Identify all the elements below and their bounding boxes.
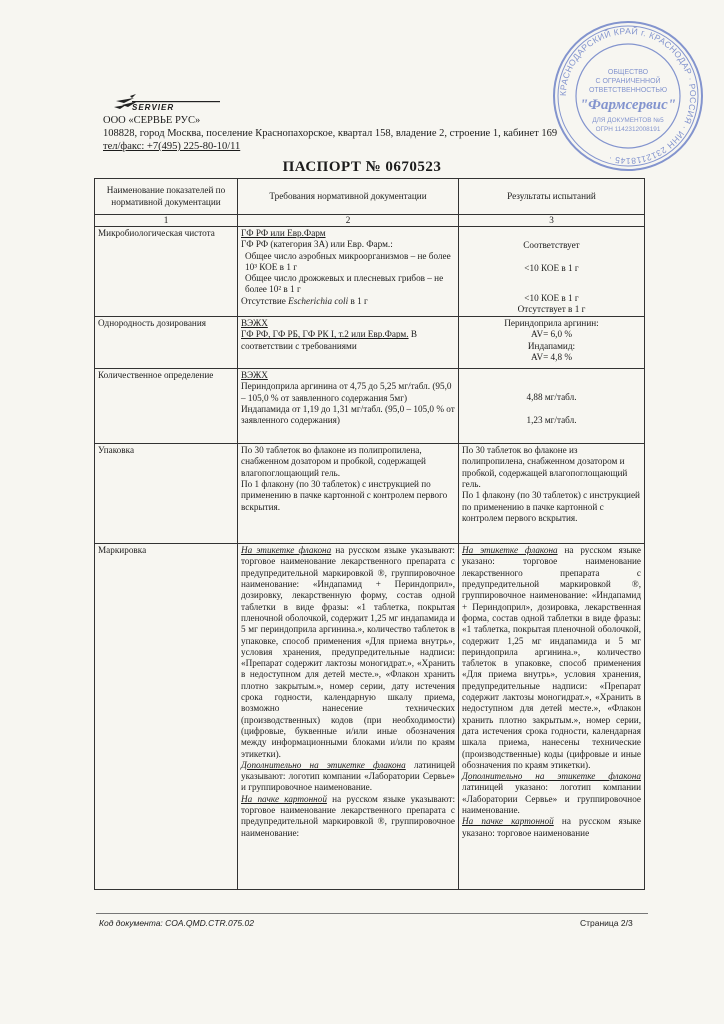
logo-wordmark: SERVIER xyxy=(132,103,175,112)
row-results xyxy=(459,544,645,890)
req-text: ГФ РФ, ГФ РБ, ГФ РК I, т.2 или Евр.Фарм. xyxy=(241,329,409,340)
res-line: По 1 флакону (по 30 таблеток) с инструкцией по применению в пачке картонной с контролем первого вскрытия. xyxy=(462,490,640,523)
row-requirements xyxy=(238,544,459,890)
req-text: на русском языке указывают: торговое наименование лекарственного препарата с предупредительной маркировкой ®, группировочное наименование: xyxy=(241,793,455,838)
req-line: Индапамида от 1,19 до 1,31 мг/табл. (95,0 – 105,0 % от заявленного содержания) xyxy=(241,404,455,426)
stamp-inner-line-2: С ОГРАНИЧЕННОЙ xyxy=(595,78,661,85)
row-results xyxy=(459,317,645,369)
row-name: Микробиологическая чистота xyxy=(95,227,238,317)
req-lead: На этикетке флакона xyxy=(241,545,332,556)
req-line: ВЭЖХ xyxy=(241,318,268,329)
row-name: Упаковка xyxy=(95,444,238,544)
company-address: 108828, город Москва, поселение Краснопахорское, квартал 158, владение 2, строение 1, кабинет 169 xyxy=(103,128,558,139)
res-line: <10 КОЕ в 1 г xyxy=(524,263,579,274)
row-requirements xyxy=(238,369,459,444)
column-number: 3 xyxy=(459,215,645,227)
req-text: Escherichia coli xyxy=(288,295,349,306)
stamp-sub-line-1: ДЛЯ ДОКУМЕНТОВ №5 xyxy=(592,117,664,124)
table-row xyxy=(95,444,645,544)
req-lead: Дополнительно на этикетке флакона xyxy=(241,759,406,770)
passport-table xyxy=(94,178,645,890)
res-lead: Дополнительно на этикетке флакона xyxy=(462,771,641,782)
res-line: <10 КОЕ в 1 г xyxy=(524,292,579,303)
res-line: Периндоприла аргинин: xyxy=(504,318,599,329)
req-line: Общее число дрожжевых и плесневых грибов – не более 10² в 1 г xyxy=(245,273,444,295)
header-indicator: Наименование показателей по нормативной документации xyxy=(95,179,238,215)
req-paragraph xyxy=(241,760,455,794)
req-text: на русском языке указывают: торговое наименование лекарственного препарата с предупредительной маркировкой ®, группировочное наименование: «Индапамид + Периндоприл», дозировку, лекарственную форму, состав одной таблетки в виде фразы: «1 таблетка, покрытая пленочной оболочкой, содержит 1,25 мг индапамида и 5 мг периндоприла аргинина.», количество таблеток в упаковке, способ применения «Для приема внутрь», условия хранения, предупредительные надписи: «Препарат содержит лактозы моногидрат.», «Хранить в недоступном для детей месте.», «Флакон хранить плотно закрытым.», номер серии, дату истечения срока годности, календарную шкалу приема, возможно нанесение технических (производственных) кодов (при необходимости) (цифровые, буквенные и/или иные обозначения между информационными блоками и/или по краям этикетки). xyxy=(241,545,455,759)
res-lead: На этикетке флакона xyxy=(462,545,558,556)
res-line: Соответствует xyxy=(523,240,580,250)
company-name: ООО «СЕРВЬЕ РУС» xyxy=(103,115,201,126)
row-results xyxy=(459,444,645,544)
stamp-ring-text: КРАСНОДАРСКИЙ КРАЙ г. КРАСНОДАР · РОССИЯ · ИНН 2312118145 · xyxy=(557,25,699,167)
req-lead: На пачке картонной xyxy=(241,793,327,804)
table-row xyxy=(95,544,645,890)
row-results xyxy=(459,369,645,444)
row-requirements xyxy=(238,227,459,317)
table-header-row xyxy=(95,179,645,215)
req-text: В соответствии с требованиями xyxy=(241,329,417,351)
res-line: Отсутствует в 1 г xyxy=(517,303,586,314)
res-lead: На пачке картонной xyxy=(462,816,554,827)
req-line: Периндоприла аргинина от 4,75 до 5,25 мг/табл. (95,0 – 105,0 % от заявленного содержания 5мг) xyxy=(241,381,452,403)
table-row xyxy=(95,369,645,444)
header-results: Результаты испытаний xyxy=(459,179,645,215)
row-results xyxy=(459,227,645,317)
row-name: Однородность дозирования xyxy=(95,317,238,369)
header-requirements: Требования нормативной документации xyxy=(238,179,459,215)
req-paragraph xyxy=(241,545,455,760)
req-text: Отсутствие xyxy=(241,295,289,306)
table-row xyxy=(95,227,645,317)
row-name: Количественное определение xyxy=(95,369,238,444)
page-number: Страница 2/3 xyxy=(580,918,633,928)
res-text: на русском языке указано: торговое наименование xyxy=(462,816,641,838)
res-line: AV= 6,0 % xyxy=(531,329,572,340)
row-requirements xyxy=(238,444,459,544)
footer-divider xyxy=(96,913,648,914)
req-text: латиницей указывают: логотип компании «Лаборатории Сервье» и группировочное наименование. xyxy=(241,759,455,793)
req-line xyxy=(241,296,455,307)
stamp-sub-line-2: ОГРН 1142312008191 xyxy=(595,126,661,133)
row-name: Маркировка xyxy=(95,544,238,890)
res-paragraph xyxy=(462,545,641,771)
res-text: латиницей указано: логотип компании «Лаборатории Сервье» и группировочное наименование. xyxy=(462,782,641,816)
req-line: ВЭЖХ xyxy=(241,370,268,381)
res-line: Индапамид: xyxy=(527,340,576,351)
req-text: в 1 г xyxy=(348,295,368,306)
stamp-inner-line-3: ОТВЕТСТВЕННОСТЬЮ xyxy=(588,87,668,94)
document-code: Код документа: COA.QMD.CTR.075.02 xyxy=(99,918,254,928)
res-line: По 30 таблеток во флаконе из полипропилена, снабженном дозатором и пробкой, содержащей влагопоглощающий гель. xyxy=(462,445,628,490)
req-line: По 30 таблеток во флаконе из полипропилена, снабженном дозатором и пробкой, содержащей влагопоглощающий гель. xyxy=(241,445,426,478)
req-line: По 1 флакону (по 30 таблеток) с инструкцией по применению в пачке картонной с контролем первого вскрытия. xyxy=(241,479,448,512)
table-number-row xyxy=(95,215,645,227)
res-paragraph xyxy=(462,771,641,816)
company-stamp xyxy=(548,16,708,176)
res-paragraph xyxy=(462,816,641,839)
table-row xyxy=(95,317,645,369)
stamp-inner-line-1: ОБЩЕСТВО xyxy=(607,69,649,76)
req-line: Общее число аэробных микроорганизмов – не более 10³ КОЕ в 1 г xyxy=(245,250,451,272)
stamp-company-name: "Фармсервис" xyxy=(579,97,677,113)
req-line: ГФ РФ или Евр.Фарм xyxy=(241,228,326,238)
res-line: AV= 4,8 % xyxy=(531,352,572,363)
column-number: 1 xyxy=(95,215,238,227)
req-paragraph xyxy=(241,794,455,839)
res-line: 1,23 мг/табл. xyxy=(526,415,577,426)
column-number: 2 xyxy=(238,215,459,227)
req-line: ГФ РФ (категория 3А) или Евр. Фарм.: xyxy=(241,239,393,250)
company-phone: тел/факс: +7(495) 225-80-10/11 xyxy=(103,141,241,152)
req-line xyxy=(241,329,455,352)
res-line: 4,88 мг/табл. xyxy=(526,392,577,403)
document-title: ПАСПОРТ № 0670523 xyxy=(282,159,442,175)
res-text: на русском языке указано: торговое наименование лекарственного препарата с предупредительной маркировкой ®, группировочное наименование: «Индапамид + Периндоприл», дозировка, лекарственная форма, состав одной таблетки в виде фразы: «1 таблетка, покрытая пленочной оболочкой, содержит 1,25 мг индапамида и 5 мг периндоприла аргинина.», количество таблеток в упаковке, способ применения «Для приема внутрь», условия хранения, предупредительные надписи: «Препарат содержит лактозы моногидрат.», «Хранить в недоступном для детей месте.», «Флакон хранить плотно закрытым.», номер серии, дата истечения срока годности, календарная шкала приема, нанесены технические (производственные) коды (цифровые и иные обозначения по краям этикетки). xyxy=(462,545,641,770)
row-requirements xyxy=(238,317,459,369)
